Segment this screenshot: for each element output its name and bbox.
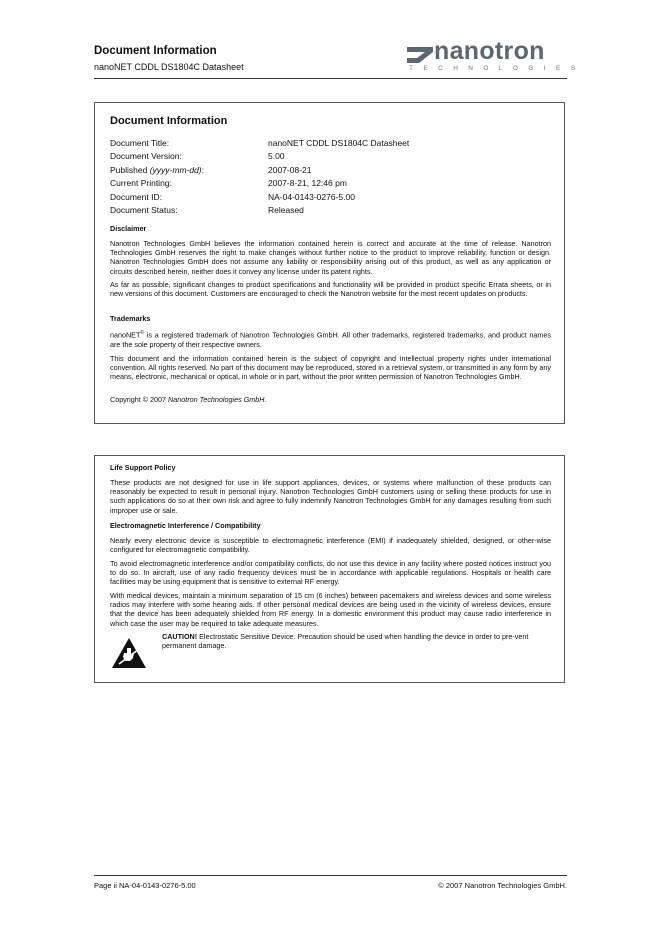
doc-info-row [110,151,551,163]
emi-heading: Electromagnetic Interference / Compatibility [110,521,261,530]
doc-info-value: NA-04-0143-0276-5.00 [268,191,355,202]
footer-page-id: Page ii NA-04-0143-0276-5.00 [94,881,196,890]
trademarks-heading: Trademarks [110,314,151,323]
life-support-heading: Life Support Policy [110,463,176,472]
caution-text [162,632,551,650]
label-format: (yyyy-mm-dd) [149,164,202,175]
disclaimer-heading: Disclaimer [110,224,147,233]
emi-paragraph-3: With medical devices, maintain a minimum separation of 15 cm (6 inches) between pacemakers and wireless devices and some wireless radios may interfere with some hearing aids. If other personal medical devices are being used in the vicinity of wireless devices, ensure that the device has been adequately shielded from RF energy. In a domestic environment this product may cause radio interference in which case the user may be required to take adequate measures. [110,591,551,628]
doc-info-value: 5.00 [268,151,285,162]
copyright-prefix: Copyright © 2007 [110,395,169,404]
doc-info-value: nanoNET CDDL DS1804C Datasheet [268,138,410,148]
header-title: Document Information [94,45,217,57]
document-information-box [94,102,565,424]
doc-info-label: Document Status: [110,205,178,215]
emi-paragraph-1: Nearly every electronic device is susceptible to electromagnetic interference (EMI) if inadequately shielded, designed, or other-wise configured for electromagnetic compatibility. [110,536,551,555]
page-footer [94,875,567,890]
disclaimer-paragraph-2: As far as possible, significant changes to product specifications and functionality will be provided in product specific Errata sheets, or in new versions of this document. Customers are encouraged to check the Nanotron website for the most recent updates on products. [110,280,551,299]
caution-label: CAUTION! [162,632,198,641]
emi-paragraph-2: To avoid electromagnetic interference and/or compatibility conflicts, do not use this device in any facility where posted notices instruct you to do so. In aircraft, use of any radio frequency devices must be in accordance with applicable regulations. Hospitals or health care facilities may be using equipment that is sensitive to external RF energy. [110,559,551,587]
doc-info-row [110,138,551,150]
doc-info-heading: Document Information [110,115,228,127]
copyright-owner: Nanotron Technologies GmbH. [168,395,267,404]
doc-info-label: Current Printing: [110,178,172,189]
doc-info-row [110,205,551,217]
header-subtitle: nanoNET CDDL DS1804C Datasheet [94,62,244,72]
doc-info-label: Document Version: [110,151,182,162]
doc-info-value: 2007-8-21, 12:46 pm [268,178,347,189]
brand-name: nanoNET [110,330,141,340]
doc-info-row [110,178,551,190]
nanotron-logo-icon [407,47,433,63]
doc-info-value: 2007-08-21 [268,164,312,175]
esd-warning-icon [111,637,147,669]
registered-mark: © [140,330,145,336]
life-support-paragraph: These products are not designed for use in life support appliances, devices, or systems where malfunction of these products can reasonably be expected to result in personal injury. Nanotron Technologies GmbH customers using or selling these products for use in such applications do so at their own risk and agree to fully indemnify Nanotron Technologies GmbH for any damages resulting from such improper use or sale. [110,478,551,515]
doc-info-row [110,192,551,204]
trademarks-paragraph-2: This document and the information contained herein is the subject of copyright and intellectual property rights under international convention. All rights reserved. No part of this document may be reproduced, stored in a retrieval system, or transmitted in any form by any means, electronic, mechanical or optical, in whole or in part, without the prior written permission of Nanotron Technologies GmbH. [110,354,551,382]
doc-info-label: Document ID: [110,191,162,202]
trademarks-paragraph-1 [110,329,551,349]
doc-info-row [110,165,551,177]
footer-copyright: © 2007 Nanotron Technologies GmbH. [438,881,567,890]
page-header [94,37,586,79]
trademark-text: is a registered trademark of Nanotron Technologies GmbH. All other trademarks, registered trademarks, and product names are the sole property of their respective owners. [110,330,551,349]
doc-info-label [110,165,204,175]
logo-tagline: TECHNOLOGIES [409,65,586,72]
label-main: Published [110,164,150,175]
doc-info-label: Document Title: [110,138,170,148]
label-colon: : [201,164,205,175]
disclaimer-paragraph-1: Nanotron Technologies GmbH believes the information contained herein is correct and accurate at the time of release. Nanotron Technologies GmbH reserves the right to make changes without further notice to the product to improve reliability, function or design. Nanotron Technologies GmbH does not assume any liability or responsibility arising out of this product, as well as any application or circuits described herein, neither does it convey any license under its patent rights. [110,239,551,276]
copyright-line [110,395,551,404]
nanotron-logo [407,37,586,74]
caution-block [110,632,551,676]
logo-wordmark: nanotron [434,37,545,65]
caution-message: Electrostatic Sensitive Device. Precaution should be used when handling the device in order to pre-vent permanent damage. [162,632,529,651]
policy-box [94,455,565,683]
doc-info-value: Released [268,205,304,215]
